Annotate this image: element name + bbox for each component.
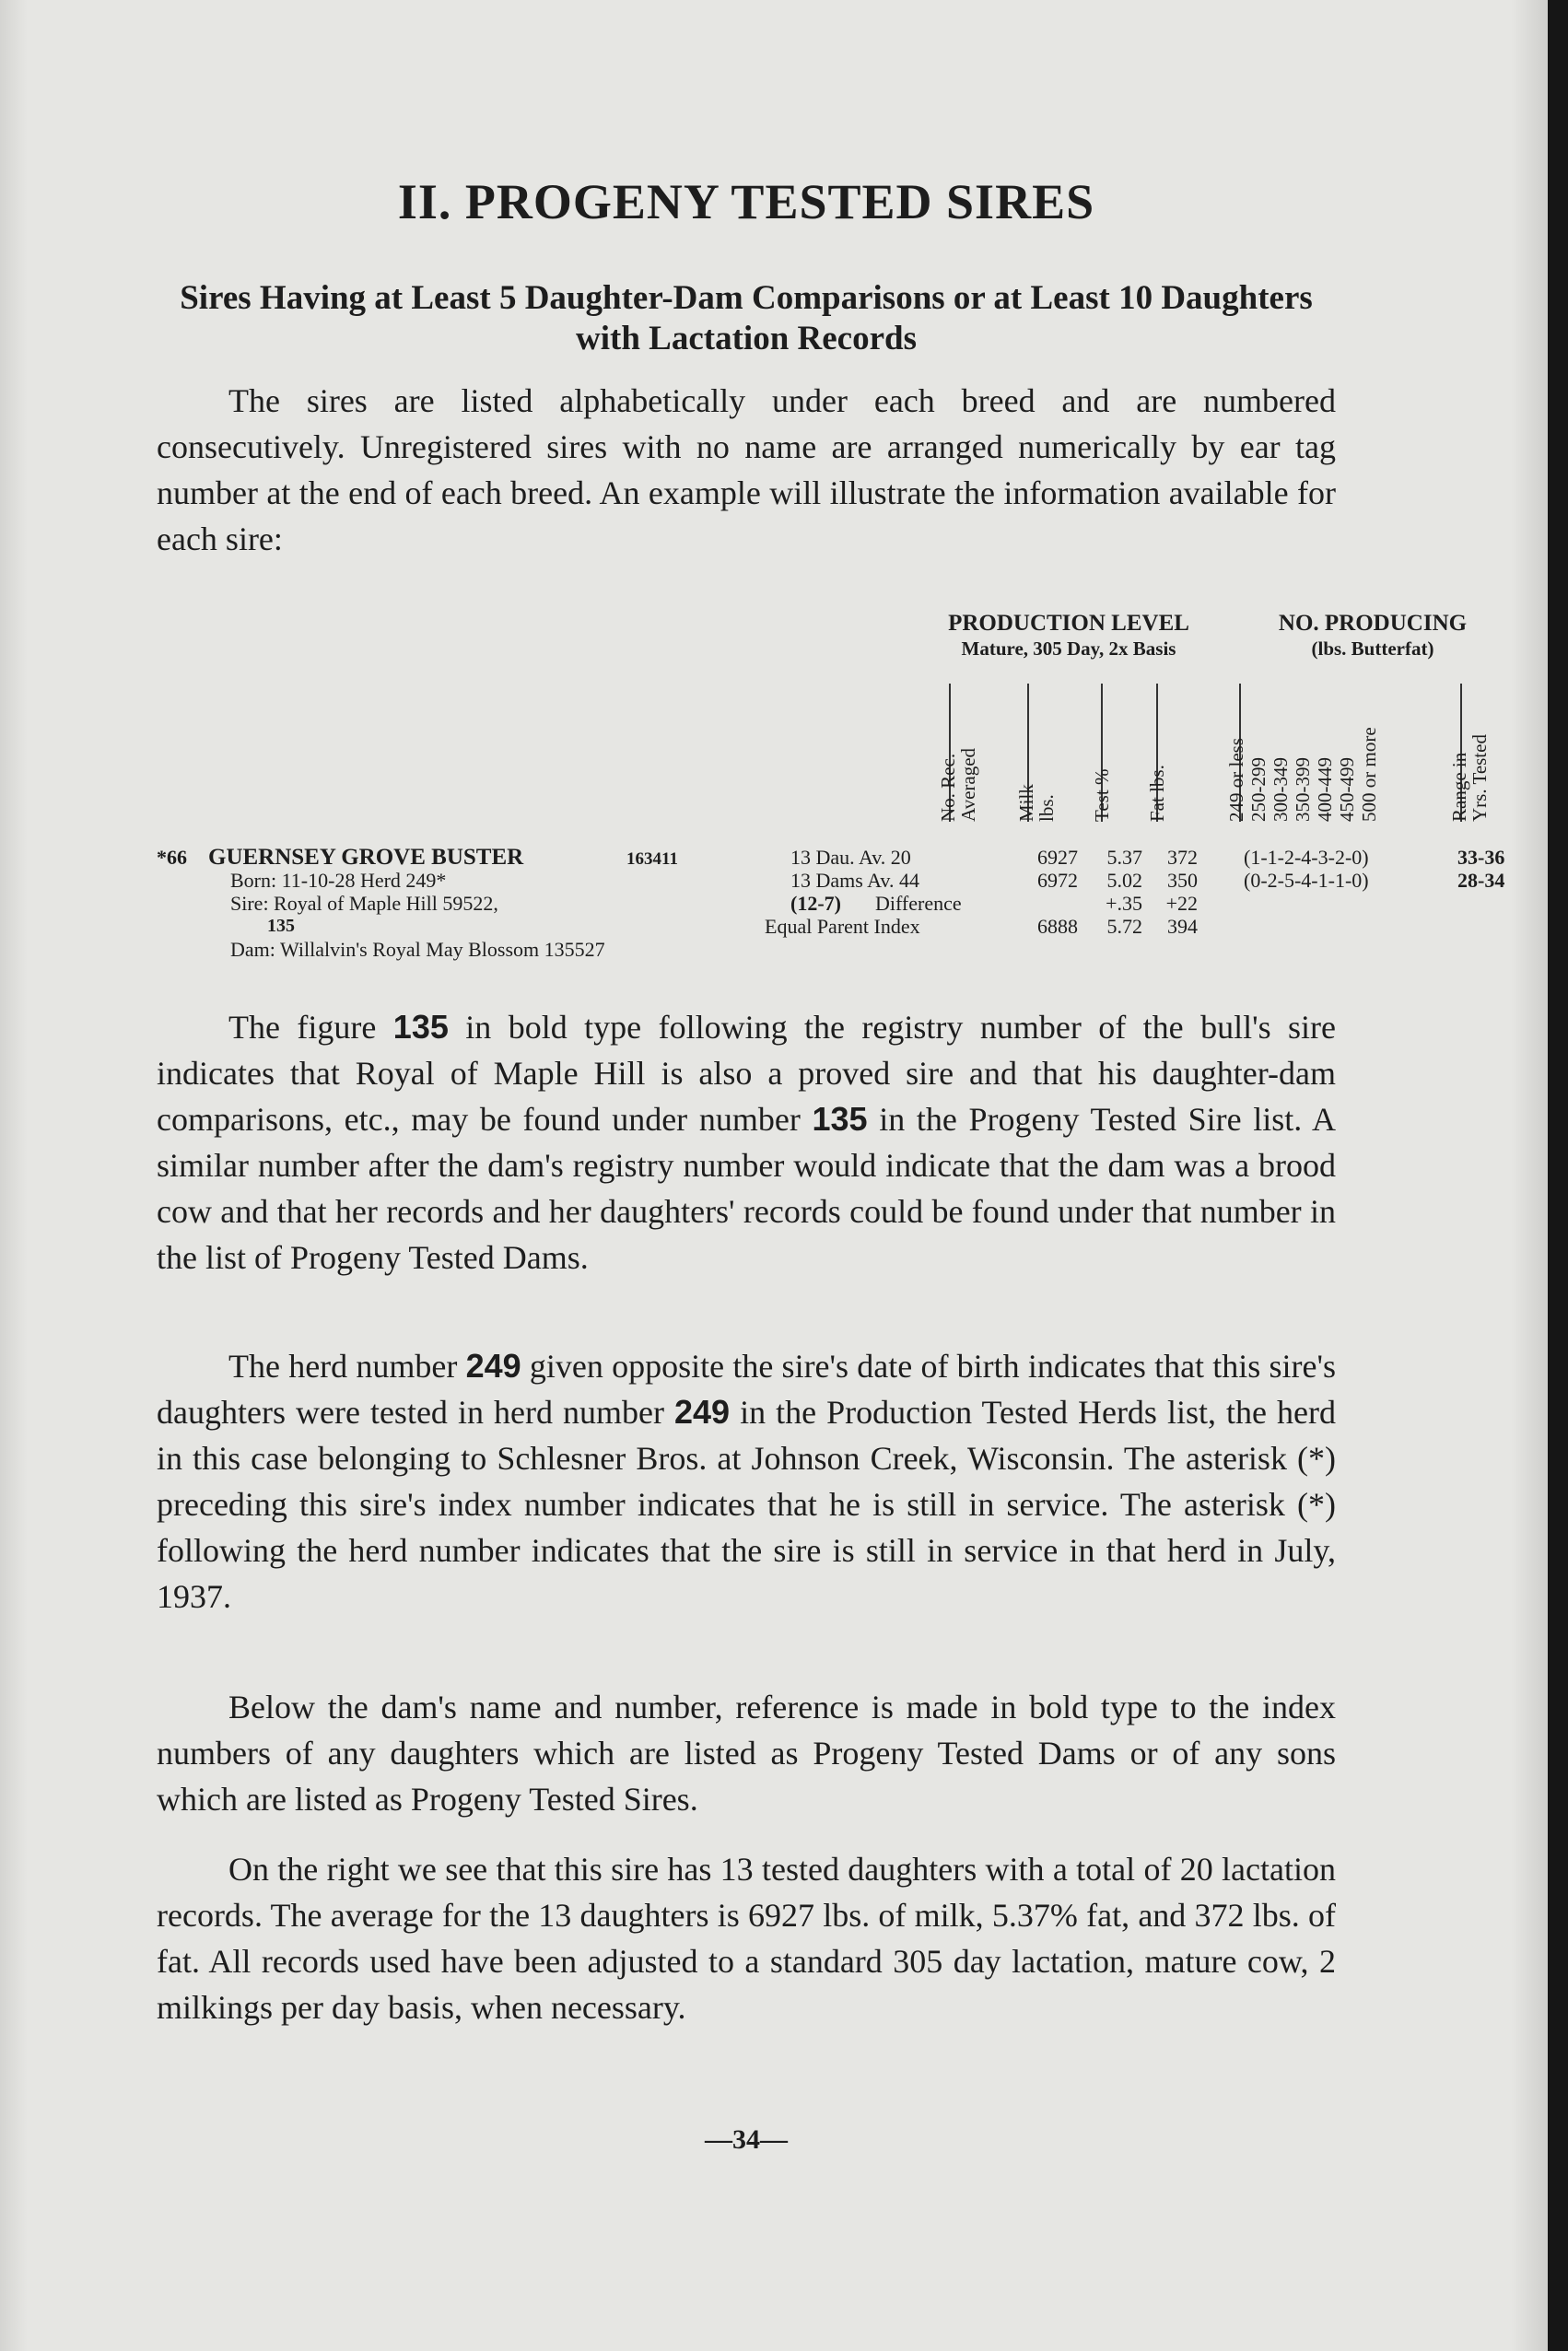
daughters-distribution: (1-1-2-4-3-2-0)	[1244, 846, 1369, 869]
daughters-test: 5.37	[1106, 846, 1142, 869]
index-test: 5.72	[1106, 915, 1142, 938]
bold-herd-249-second: 249	[673, 1393, 731, 1431]
index-fat: 394	[1167, 915, 1198, 938]
page-title: II. PROGENY TESTED SIRES	[397, 174, 1095, 229]
daughters-range-years: 33-36	[1457, 846, 1505, 869]
sire-reference: 135	[267, 916, 295, 936]
col-header-milk: Milk lbs.	[1027, 684, 1075, 822]
page-number: —34—	[705, 2124, 788, 2155]
sire-registry-number: 163411	[626, 849, 678, 869]
daughters-milk: 6927	[1037, 846, 1078, 869]
bold-ref-135-second: 135	[812, 1100, 868, 1138]
dams-range-years: 28-34	[1457, 869, 1505, 892]
col-header-ranges: 249 or less 250-299 300-349 350-399 400-449 450-499 500 or more	[1239, 684, 1407, 822]
dams-milk: 6972	[1037, 869, 1078, 892]
page-edge-shadow	[1511, 0, 1548, 2351]
sire-line: Sire: Royal of Maple Hill 59522,	[230, 892, 498, 915]
dam-line: Dam: Willalvin's Royal May Blossom 135527	[230, 938, 605, 961]
col-header-test: Test %	[1101, 684, 1140, 822]
index-milk: 6888	[1037, 915, 1078, 938]
paragraph-dam-references: Below the dam's name and number, reference is made in bold type to the index numbers of any daughters which are listed as Progeny Tested Dams or of any sons which are listed as Progeny Tested Sires.	[157, 1689, 1336, 1818]
bold-herd-249: 249	[465, 1347, 521, 1385]
col-header-no-rec: No. Rec. Averaged	[949, 684, 1002, 822]
difference-test: +.35	[1106, 892, 1142, 915]
bold-ref-135: 135	[392, 1008, 449, 1046]
sire-name: GUERNSEY GROVE BUSTER	[208, 845, 524, 870]
header-no-producing: NO. PRODUCING	[1278, 611, 1468, 636]
paragraph-sire-reference: The figure 135 in bold type following the registry number of the bull's sire indicates that Royal of Maple Hill is also a proved sire and that his daughter-dam comparisons, etc., may be found under number 135 in the Progeny Tested Sire list. A similar number after the dam's registry number would indicate that the dam was a brood cow and that her records and her daughters' records could be found under that number in the list of Progeny Tested Dams.	[157, 1008, 1336, 1276]
intro-paragraph: The sires are listed alphabetically under each breed and are numbered consecutively. Unregistered sires with no name are arranged numerically by ear tag number at the end of each breed. An example will illustrate the information available for each sire:	[157, 382, 1336, 557]
row-label-dams: 13 Dams Av. 44	[790, 869, 919, 892]
dams-test: 5.02	[1106, 869, 1142, 892]
col-header-fat: Fat lbs.	[1156, 684, 1195, 822]
page-subtitle: Sires Having at Least 5 Daughter-Dam Comparisons or at Least 10 Daughters with Lactation Records	[180, 279, 1313, 357]
sire-index: *66	[157, 846, 187, 869]
row-label-difference: Difference	[875, 892, 962, 915]
header-no-producing-sub: (lbs. Butterfat)	[1311, 637, 1434, 660]
header-production-sub: Mature, 305 Day, 2x Basis	[961, 637, 1176, 660]
born-line: Born: 11-10-28 Herd 249*	[230, 869, 447, 892]
row-label-daughters: 13 Dau. Av. 20	[790, 846, 911, 869]
header-production-level: PRODUCTION LEVEL	[948, 611, 1189, 636]
row-label-parent-index: Equal Parent Index	[765, 915, 920, 938]
dams-distribution: (0-2-5-4-1-1-0)	[1244, 869, 1369, 892]
book-binding-edge	[1548, 0, 1568, 2351]
difference-fat: +22	[1165, 892, 1198, 915]
daughters-fat: 372	[1167, 846, 1198, 869]
paragraph-daughter-averages: On the right we see that this sire has 13 tested daughters with a total of 20 lactation records. The average for the 13 daughters is 6927 lbs. of milk, 5.37% fat, and 372 lbs. of fat. All records used have been adjusted to a standard 305 day lactation, mature cow, 2 milkings per day basis, when necessary.	[157, 1851, 1336, 2026]
page-left-shadow	[0, 0, 28, 2351]
paragraph-herd-number: The herd number 249 given opposite the sire's date of birth indicates that this sire's daughters were tested in herd number 249 in the Production Tested Herds list, the herd in this case belonging to Schlesner Bros. at Johnson Creek, Wisconsin. The asterisk (*) preceding this sire's index number indicates that he is still in service. The asterisk (*) following the herd number indicates that the sire is still in service in that herd in July, 1937.	[157, 1347, 1337, 1615]
dams-fat: 350	[1167, 869, 1198, 892]
row-label-comparisons: (12-7)	[790, 892, 841, 915]
col-header-range-years: Range in Yrs. Tested	[1460, 684, 1508, 822]
